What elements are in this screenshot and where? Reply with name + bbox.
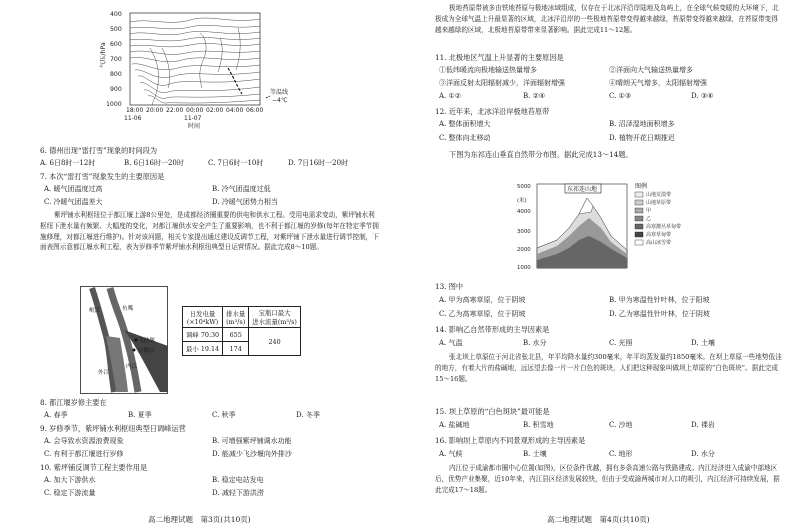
q6-option-a: A. 6日8时一12时	[40, 159, 96, 167]
y-tick: 3000	[517, 229, 531, 235]
operation-table	[182, 306, 301, 356]
x-tick: 06:00	[246, 107, 264, 114]
q9-option-a: A. 会导致水资源浪费现象	[44, 437, 124, 445]
table-cell: 240	[249, 328, 301, 356]
q13-option-b: B. 甲为寒温性针叶林，位于阳坡	[609, 296, 710, 304]
passage-neijiang: 内江位于成渝都市圈中心位置(如图)，区位条件优越，拥有多条高速公路与铁路建成。内江经济进入成渝中部地区后，优势产业集聚，近10年来，内江县区经济发展较快，但由于受成渝两城市对人口的吸引，内江经济可持续发展，据此完成17～18题。	[435, 464, 780, 494]
q12-option-d: D. 植物开花日期推迟	[609, 134, 675, 142]
q13-option-a: A. 甲为高寒草原，位于阴坡	[439, 296, 526, 304]
y-unit: (米)	[517, 198, 527, 204]
q11-statement-4: ④晴朗天气增多，太阳辐射增强	[609, 79, 707, 87]
legend-item: 乙	[646, 216, 652, 222]
q7-option-a: A. 暖气团温度过高	[44, 185, 103, 193]
q14-option-c: C. 光照	[609, 339, 633, 347]
x-tick: 00:00	[186, 107, 204, 114]
y-tick: 5000	[517, 184, 531, 190]
x-tick: 22:00	[166, 107, 184, 114]
map-label-feishayan: 飞沙堰	[138, 338, 155, 344]
q7-stem: 7. 本次“雷打雪”现象发生的主要原因是	[40, 172, 165, 181]
q8-option-b: B. 夏季	[128, 411, 152, 419]
map-label-river: 岷江	[89, 308, 101, 314]
table-row	[183, 328, 301, 342]
q13-stem: 13. 图中	[435, 282, 464, 291]
q13-option-d: D. 乙为寒温性针叶林，位于阴坡	[609, 310, 710, 318]
q16-option-b: B. 土壤	[523, 450, 547, 458]
y-tick: 800	[110, 71, 122, 78]
q11-statement-1: ①低纬暖流向极地输送热量增多	[439, 66, 537, 74]
page-right	[397, 0, 794, 532]
table-cell: 174	[223, 342, 249, 356]
q7-option-b: B. 冷气团温度过低	[212, 185, 271, 193]
temperature-pressure-chart	[100, 8, 310, 138]
q12-option-b: B. 沼泽湿地面积增多	[609, 120, 675, 128]
q13-option-c: C. 乙为高寒草原，位于阴坡	[439, 310, 526, 318]
q10-option-a: A. 加大下游供水	[44, 476, 96, 484]
q6-stem: 6. 德州出现“雷打雪”现象的时间段为	[40, 146, 158, 155]
x-tick: 18:00	[126, 107, 144, 114]
legend-isotherm: 等温线	[270, 89, 289, 96]
q14-option-a: A. 气温	[439, 339, 463, 347]
q10-option-c: C. 稳定下游流量	[44, 489, 96, 497]
y-axis-label: 气压/hPa	[100, 42, 107, 68]
q14-option-b: B. 水分	[523, 339, 547, 347]
table-cell: 655	[223, 328, 249, 342]
y-tick: 400	[110, 11, 122, 18]
passage-bashang: 张北坝上草原位于河北省张北县，年平均降水量约300毫米，年平均蒸发量约1850毫米。在坝上草原一些地势低洼的地方，有着大片的盐碱地，远远望去像一片一片白色的斑块，人们把这种现象叫做坝上草原的“白色斑块”。据此完成15～16题。	[435, 353, 782, 383]
q10-stem: 10. 紫坪铺反调节工程主要作用是	[40, 463, 148, 472]
q16-stem: 16. 影响坝上草原内不同景观形成的主导因素是	[435, 436, 586, 445]
page-footer-right: 高二地理试题 第4页(共10页)	[547, 515, 650, 524]
q6-option-d: D. 7日16时一20时	[288, 159, 349, 167]
diagram-title: 东祁连山地	[567, 186, 598, 193]
q8-stem: 8. 都江堰岁修主要在	[40, 398, 107, 407]
y-tick: 700	[110, 56, 122, 63]
legend-isotherm-value: −4℃	[272, 97, 288, 104]
q15-option-c: C. 沙地	[609, 421, 633, 429]
q11-option-d: D. ③④	[691, 92, 714, 100]
q6-option-c: C. 7日6时一10时	[208, 159, 264, 167]
q7-option-d: D. 冷暖气团势力相当	[212, 198, 278, 206]
q11-statement-2: ②洋面向大气输送热量增多	[609, 66, 693, 74]
y-tick: 1000	[517, 265, 531, 271]
map-label-yuzui: 鱼嘴	[122, 306, 134, 312]
table-header: 排水量 (m³/s)	[223, 307, 249, 328]
q9-option-c: C. 有利于都江堰进行岁修	[44, 450, 124, 458]
q15-option-b: B. 积雪地	[523, 421, 554, 429]
q16-option-d: D. 水分	[691, 450, 715, 458]
y-tick: 600	[110, 41, 122, 48]
qilian-zonation-diagram	[517, 178, 707, 274]
table-cell: 最小 19.14	[183, 342, 223, 356]
q11-stem: 11. 北极地区气温上升显著的主要原因是	[435, 53, 564, 62]
q9-stem: 9. 岁修季节，紫坪铺水利枢纽典型日调峰运营	[40, 424, 186, 433]
q6-option-b: B. 6日16时一20时	[124, 159, 184, 167]
q15-option-a: A. 盐碱地	[439, 421, 470, 429]
q9-option-b: B. 可增强紫坪铺调水功能	[212, 437, 292, 445]
q11-statement-3: ③洋面反射太阳辐射减少，洋面辐射增强	[439, 79, 565, 87]
q12-option-a: A. 整体面积增大	[439, 120, 491, 128]
q9-option-d: D. 能减少飞沙堰向外排沙	[212, 450, 292, 458]
x-axis-label: 时间	[188, 123, 201, 130]
passage-zipingpu: 紫坪铺水利枢纽位于都江堰上游8公里处，是成都经济圈重要的供电和供水工程。受用电需求变动，紫坪铺水利枢纽下泄水量有频繁、大幅度的变化，对都江堰供水安全产生了重要影响，也不利于都江堰的岁修(每年在特定季节拥施修理，对都江堰进行维护)。针对该问题，相关专家提出通过建设反调节工程，对紫坪铺下泄水量进行调节控制，下面表图示意都江堰水利工程，表为岁修季节紫坪铺水利枢纽典型日运营情况。据此完成8～10题。	[40, 211, 379, 252]
x-tick: 02:00	[206, 107, 224, 114]
map-label-neijiang: 内江	[126, 364, 138, 370]
map-label-waijiang: 外江	[98, 370, 110, 376]
q11-option-b: B. ②④	[523, 92, 546, 100]
q8-option-c: C. 秋季	[212, 411, 236, 419]
q14-stem: 14. 影响乙自然带形成的主导因素是	[435, 325, 550, 334]
legend-item: 山地草原带	[646, 200, 672, 206]
q11-option-a: A. ①②	[439, 92, 462, 100]
legend-title: 图例	[635, 183, 648, 190]
page-footer-left: 高二地理试题 第3页(共10页)	[148, 515, 251, 524]
q16-option-a: A. 气候	[439, 450, 463, 458]
q8-option-a: A. 春季	[44, 411, 68, 419]
q10-option-d: D. 减轻下游洪涝	[212, 489, 264, 497]
x-tick: 04:00	[226, 107, 244, 114]
legend-item: 甲	[646, 208, 652, 214]
figure-intro: 下图为东祁连山垂直自然带分布图。据此完成13～14题。	[449, 150, 633, 159]
legend-item: 高寒草甸带	[646, 232, 672, 238]
y-tick: 1000	[106, 101, 122, 108]
legend-item: 高寒灌丛草甸带	[646, 224, 682, 230]
x-tick: 20:00	[146, 107, 164, 114]
legend-item: 山地荒漠带	[646, 192, 672, 198]
q7-option-c: C. 冷暖气团温差大	[44, 198, 103, 206]
q12-stem: 12. 近年来，北冰洋沿岸极地苔原带	[435, 107, 550, 116]
q10-option-b: B. 稳定电站发电	[212, 476, 264, 484]
q15-option-d: D. 裸岩	[691, 421, 715, 429]
date-start: 11-06	[124, 115, 142, 122]
q16-option-c: C. 地形	[609, 450, 633, 458]
table-cell: 调峰 70.30	[183, 328, 223, 342]
date-end: 11-07	[184, 115, 202, 122]
y-tick: 500	[110, 26, 122, 33]
q14-option-d: D. 土壤	[691, 339, 715, 347]
table-header: 日发电量 (×10⁴kW)	[183, 307, 223, 328]
q8-option-d: D. 冬季	[296, 411, 320, 419]
map-label-baopingkou: 宝瓶口	[138, 348, 155, 354]
q15-stem: 15. 坝上草原的“白色斑块”最可能是	[435, 407, 550, 416]
q12-option-c: C. 整体向北移动	[439, 134, 491, 142]
table-header: 宝瓶口最大 进水流量(m³/s)	[249, 307, 301, 328]
q11-option-c: C. ①③	[609, 92, 632, 100]
y-tick: 4000	[517, 209, 531, 215]
y-tick: 900	[110, 86, 122, 93]
passage-arctic: 极地苔原带被多由铁地苔原与极地冰域组成，仅存在于北冰洋沿岸陆地及岛屿上，在全球气候变暖的大环境下，北极成为全球气温上升最显著的区域，北冰洋沿岸的一些极地苔原带变得越来越绿，苔原带变得越来越绿，在苔原带变得越来越绿的区域，北极地苔原带带来显著影响。据此完成11～12题。	[435, 4, 779, 34]
dujiangyan-map	[80, 286, 168, 394]
y-tick: 2000	[517, 247, 531, 253]
legend-item: 高山冰雪带	[646, 240, 672, 246]
